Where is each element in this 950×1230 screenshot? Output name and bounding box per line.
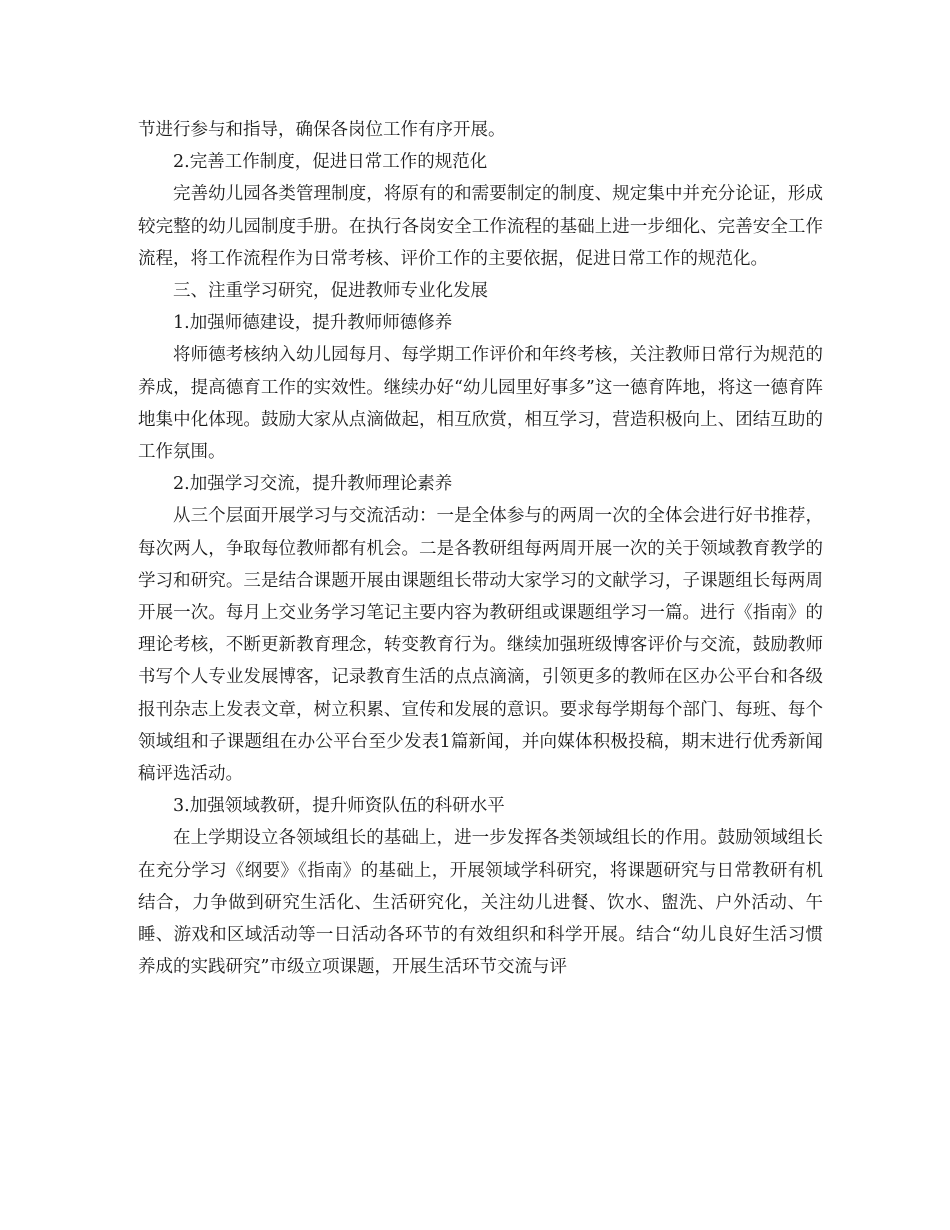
section-heading-three: 三、注重学习研究，促进教师专业化发展: [173, 281, 488, 302]
subheading-work-system: 2.完善工作制度，促进日常工作的规范化: [173, 152, 488, 173]
paragraph-work-system: 完善幼儿园各类管理制度，将原有的和需要制定的制度、规定集中并充分论证，形成较完整的幼儿园制度手册。在执行各岗安全工作流程的基础上进一步细化、完善安全工作流程，将工作流程作为日常考核、评价工作的主要依据，促进日常工作的规范化。: [138, 184, 823, 269]
paragraph-study-exchange: 从三个层面开展学习与交流活动：一是全体参与的两周一次的全体会进行好书推荐，每次两人，争取每位教师都有机会。二是各教研组每两周开展一次的关于领域教育教学的学习和研究。三是结合课题开展由课题组长带动大家学习的文献学习，子课题组长每两周开展一次。每月上交业务学习笔记主要内容为教研组或课题组学习一篇。进行《指南》的理论考核，不断更新教育理念，转变教育行为。继续加强班级博客评价与交流，鼓励教师书写个人专业发展博客，记录教育生活的点点滴滴，引领更多的教师在区办公平台和各级报刊杂志上发表文章，树立积累、宣传和发展的意识。要求每学期每个部门、每班、每个领域组和子课题组在办公平台至少发表1篇新闻，并向媒体积极投稿，期末进行优秀新闻稿评选活动。: [138, 506, 823, 785]
paragraph-continuation: 节进行参与和指导，确保各岗位工作有序开展。: [138, 120, 506, 140]
paragraph-teacher-ethics: 将师德考核纳入幼儿园每月、每学期工作评价和年终考核，关注教师日常行为规范的养成，提高德育工作的实效性。继续办好“幼儿园里好事多”这一德育阵地，将这一德育阵地集中化体现。鼓励大家从点滴做起，相互欣赏，相互学习，营造积极向上、团结互助的工作氛围。: [138, 345, 823, 463]
subheading-domain-research: 3.加强领域教研，提升师资队伍的科研水平: [173, 796, 505, 817]
subheading-study-exchange: 2.加强学习交流，提升教师理论素养: [173, 474, 453, 495]
document-body: [138, 114, 823, 983]
subheading-teacher-ethics: 1.加强师德建设，提升教师师德修养: [173, 313, 453, 334]
paragraph-domain-research: 在上学期设立各领域组长的基础上，进一步发挥各类领域组长的作用。鼓励领域组长在充分学习《纲要》《指南》的基础上，开展领域学科研究，将课题研究与日常教研有机结合，力争做到研究生活化、生活研究化，关注幼儿进餐、饮水、盥洗、户外活动、午睡、游戏和区域活动等一日活动各环节的有效组织和科学开展。结合“幼儿良好生活习惯养成的实践研究”市级立项课题，开展生活环节交流与评: [138, 828, 823, 978]
